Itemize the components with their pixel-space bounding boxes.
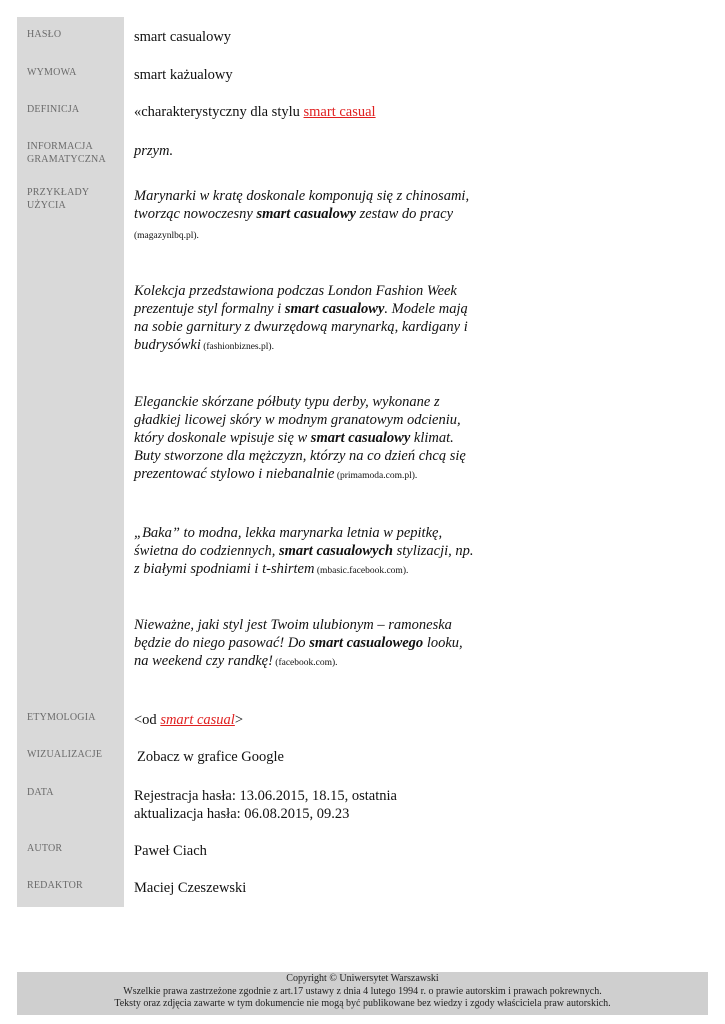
example-5: Nieważne, jaki styl jest Twoim ulubionym – ramoneska będzie do niego pasować! Do smart casualowego looku, na weekend czy randkę! (facebook.com). <box>134 617 463 669</box>
value-etymologia: <od smart casual> <box>134 712 244 728</box>
example-source: (primamoda.com.pl) <box>334 471 415 481</box>
google-images-link[interactable]: Zobacz w grafice Google <box>137 749 284 765</box>
label-line: INFORMACJA <box>27 141 93 152</box>
label-line: PRZYKŁADY <box>27 187 90 198</box>
label-informacja-gramatyczna <box>27 140 127 166</box>
copyright-footer <box>17 972 708 1015</box>
label-etymologia: ETYMOLOGIA <box>27 712 96 723</box>
footer-copyright: Copyright © Uniwersytet Warszawski <box>286 973 439 984</box>
value-wymowa: smart każualowy <box>134 67 233 83</box>
label-wymowa: WYMOWA <box>27 67 77 78</box>
label-definicja: DEFINICJA <box>27 104 80 115</box>
definicja-text: «charakterystyczny dla stylu <box>134 104 304 120</box>
definicja-link[interactable]: smart casual <box>303 104 376 120</box>
label-wizualizacje: WIZUALIZACJE <box>27 749 103 760</box>
label-haslo: HASŁO <box>27 29 62 40</box>
footer-notice: Teksty oraz zdjęcia zawarte w tym dokumencie nie mogą być publikowane bez wiedzy i zgody właściciela praw autorskich. <box>114 998 611 1009</box>
value-data <box>134 787 494 823</box>
example-4: „Baka” to modna, lekka marynarka letnia w pepitkę, świetna do codziennych, smart casualowych stylizacji, np. z białymi spodniami i t-shirtem (mbasic.facebook.com). <box>134 525 474 577</box>
example-keyword: smart casualowy <box>284 301 385 317</box>
value-haslo: smart casualowy <box>134 29 232 45</box>
label-autor: AUTOR <box>27 843 63 854</box>
example-keyword: smart casualowego <box>309 635 424 651</box>
example-3: Eleganckie skórzane półbuty typu derby, wykonane z gładkiej licowej skóry w modnym granatowym odcieniu, który doskonale wpisuje się w smart casualowy klimat. Buty stworzone dla mężczyzn, którzy na co dzień chcą się prezentować stylowo i niebanalnie (primamoda.com.pl). <box>134 394 466 482</box>
example-2: Kolekcja przedstawiona podczas London Fashion Week prezentuje styl formalny i smart casualowy. Modele mają na sobie garnitury z dwurzędową marynarką, kardigany i budrysówki (fashionbiznes.pl). <box>134 283 468 353</box>
label-data: DATA <box>27 787 54 798</box>
label-redaktor: REDAKTOR <box>27 880 83 891</box>
data-line: Rejestracja hasła: 13.06.2015, 18.15, ostatnia <box>134 788 397 804</box>
example-source: (mbasic.facebook.com) <box>314 566 406 576</box>
example-source: (magazynlbq.pl) <box>134 231 197 241</box>
label-przyklady-uzycia <box>27 186 127 212</box>
label-line: GRAMATYCZNA <box>27 154 106 165</box>
example-1: Marynarki w kratę doskonale komponują się z chinosami, tworząc nowoczesny smart casualowy zestaw do pracy (magazynlbq.pl). <box>134 188 470 241</box>
example-keyword: smart casualowy <box>310 430 411 446</box>
value-informacja-gramatyczna: przym. <box>134 143 174 159</box>
example-keyword: smart casualowy <box>256 206 356 222</box>
value-autor: Paweł Ciach <box>134 843 207 859</box>
example-keyword: smart casualowych <box>278 543 393 559</box>
value-redaktor: Maciej Czeszewski <box>134 880 247 896</box>
example-source: (fashionbiznes.pl) <box>200 342 272 352</box>
etymologia-link[interactable]: smart casual <box>160 712 235 728</box>
example-source: (facebook.com) <box>272 658 336 668</box>
label-line: UŻYCIA <box>27 200 66 211</box>
data-line: aktualizacja hasła: 06.08.2015, 09.23 <box>134 806 350 822</box>
value-definicja <box>134 103 474 121</box>
footer-rights: Wszelkie prawa zastrzeżone zgodnie z art.17 ustawy z dnia 4 lutego 1994 r. o prawie autorskim i prawach pokrewnych. <box>123 985 602 997</box>
